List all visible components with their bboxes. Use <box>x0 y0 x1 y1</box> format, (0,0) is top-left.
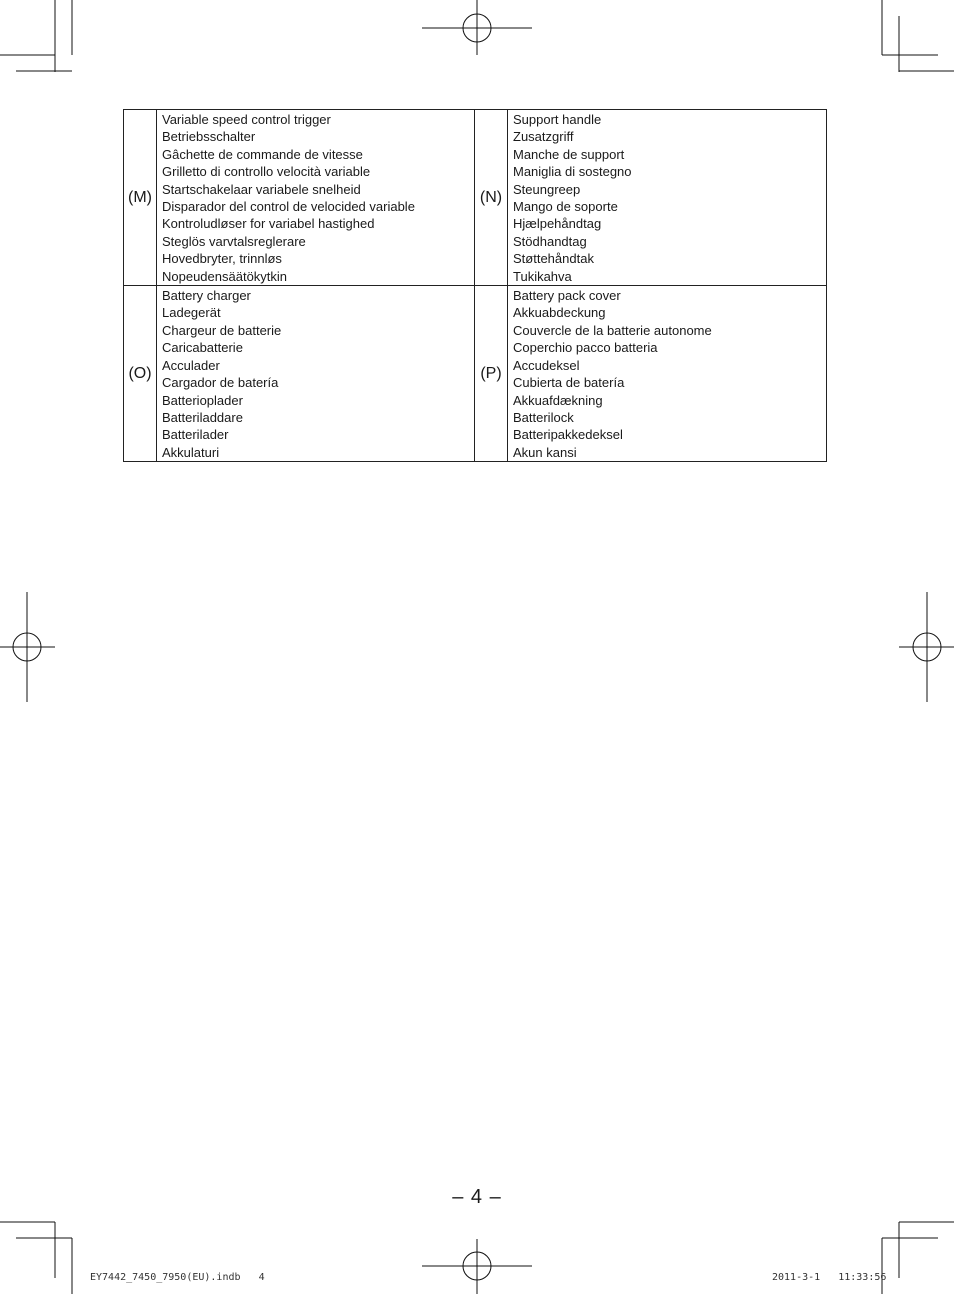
part-name: Battery pack cover <box>513 288 621 304</box>
part-name: Ladegerät <box>162 305 221 321</box>
table-row <box>124 286 827 462</box>
part-name: Startschakelaar variabele snelheid <box>162 181 361 197</box>
parts-table <box>123 109 827 462</box>
part-name: Akkuabdeckung <box>513 305 606 321</box>
part-name: Support handle <box>513 112 602 127</box>
part-name: Betriebsschalter <box>162 129 256 145</box>
page-number: – 4 – <box>452 1186 502 1208</box>
part-letter: (N) <box>475 110 508 286</box>
part-name: Acculader <box>162 357 220 373</box>
part-name: Cargador de batería <box>162 375 279 391</box>
part-name: Nopeudensäätökytkin <box>162 268 288 284</box>
part-name: Gâchette de commande de vitesse <box>162 146 363 162</box>
part-name: Cubierta de batería <box>513 375 625 391</box>
part-name: Maniglia di sostegno <box>513 164 632 180</box>
part-names <box>157 286 475 462</box>
part-name: Batterilader <box>162 427 229 443</box>
part-name: Steglös varvtalsreglerare <box>162 233 306 249</box>
part-letter: (P) <box>475 286 508 462</box>
part-name: Mango de soporte <box>513 199 618 215</box>
part-names <box>508 110 827 286</box>
part-name: Støttehåndtak <box>513 251 594 267</box>
part-name: Batterilock <box>513 409 574 425</box>
part-name: Manche de support <box>513 146 625 162</box>
part-name: Zusatzgriff <box>513 129 574 145</box>
part-name: Tukikahva <box>513 268 572 284</box>
part-names <box>157 110 475 286</box>
part-name: Battery charger <box>162 288 251 304</box>
table-row <box>124 110 827 286</box>
part-name: Chargeur de batterie <box>162 322 282 338</box>
part-letter: (O) <box>124 286 157 462</box>
part-names <box>508 286 827 462</box>
part-name: Caricabatterie <box>162 340 243 356</box>
registration-target-bottom <box>422 1239 532 1294</box>
part-name: Batteripakkedeksel <box>513 427 623 443</box>
part-name: Accudeksel <box>513 357 580 373</box>
part-name: Kontroludløser for variabel hastighed <box>162 216 375 232</box>
registration-target-right <box>899 592 954 702</box>
registration-target-left <box>0 592 55 702</box>
part-name: Batteriladdare <box>162 409 243 425</box>
part-name: Akkuafdækning <box>513 392 603 408</box>
part-name: Disparador del control de velocided variable <box>162 199 415 215</box>
part-name: Steungreep <box>513 181 581 197</box>
footer-timestamp: 2011-3-1 11:33:56 <box>772 1272 887 1283</box>
part-name: Hovedbryter, trinnløs <box>162 251 282 267</box>
part-name: Couvercle de la batterie autonome <box>513 322 712 338</box>
part-name: Grilletto di controllo velocità variable <box>162 164 371 180</box>
part-letter: (M) <box>124 110 157 286</box>
part-name: Batterioplader <box>162 392 243 408</box>
footer-file-name: EY7442_7450_7950(EU).indb 4 <box>90 1272 265 1283</box>
registration-target-top <box>422 0 532 55</box>
part-name: Akun kansi <box>513 444 577 460</box>
part-name: Variable speed control trigger <box>162 112 331 127</box>
part-name: Coperchio pacco batteria <box>513 340 658 356</box>
part-name: Akkulaturi <box>162 444 220 460</box>
part-name: Hjælpehåndtag <box>513 216 602 232</box>
part-name: Stödhandtag <box>513 233 587 249</box>
